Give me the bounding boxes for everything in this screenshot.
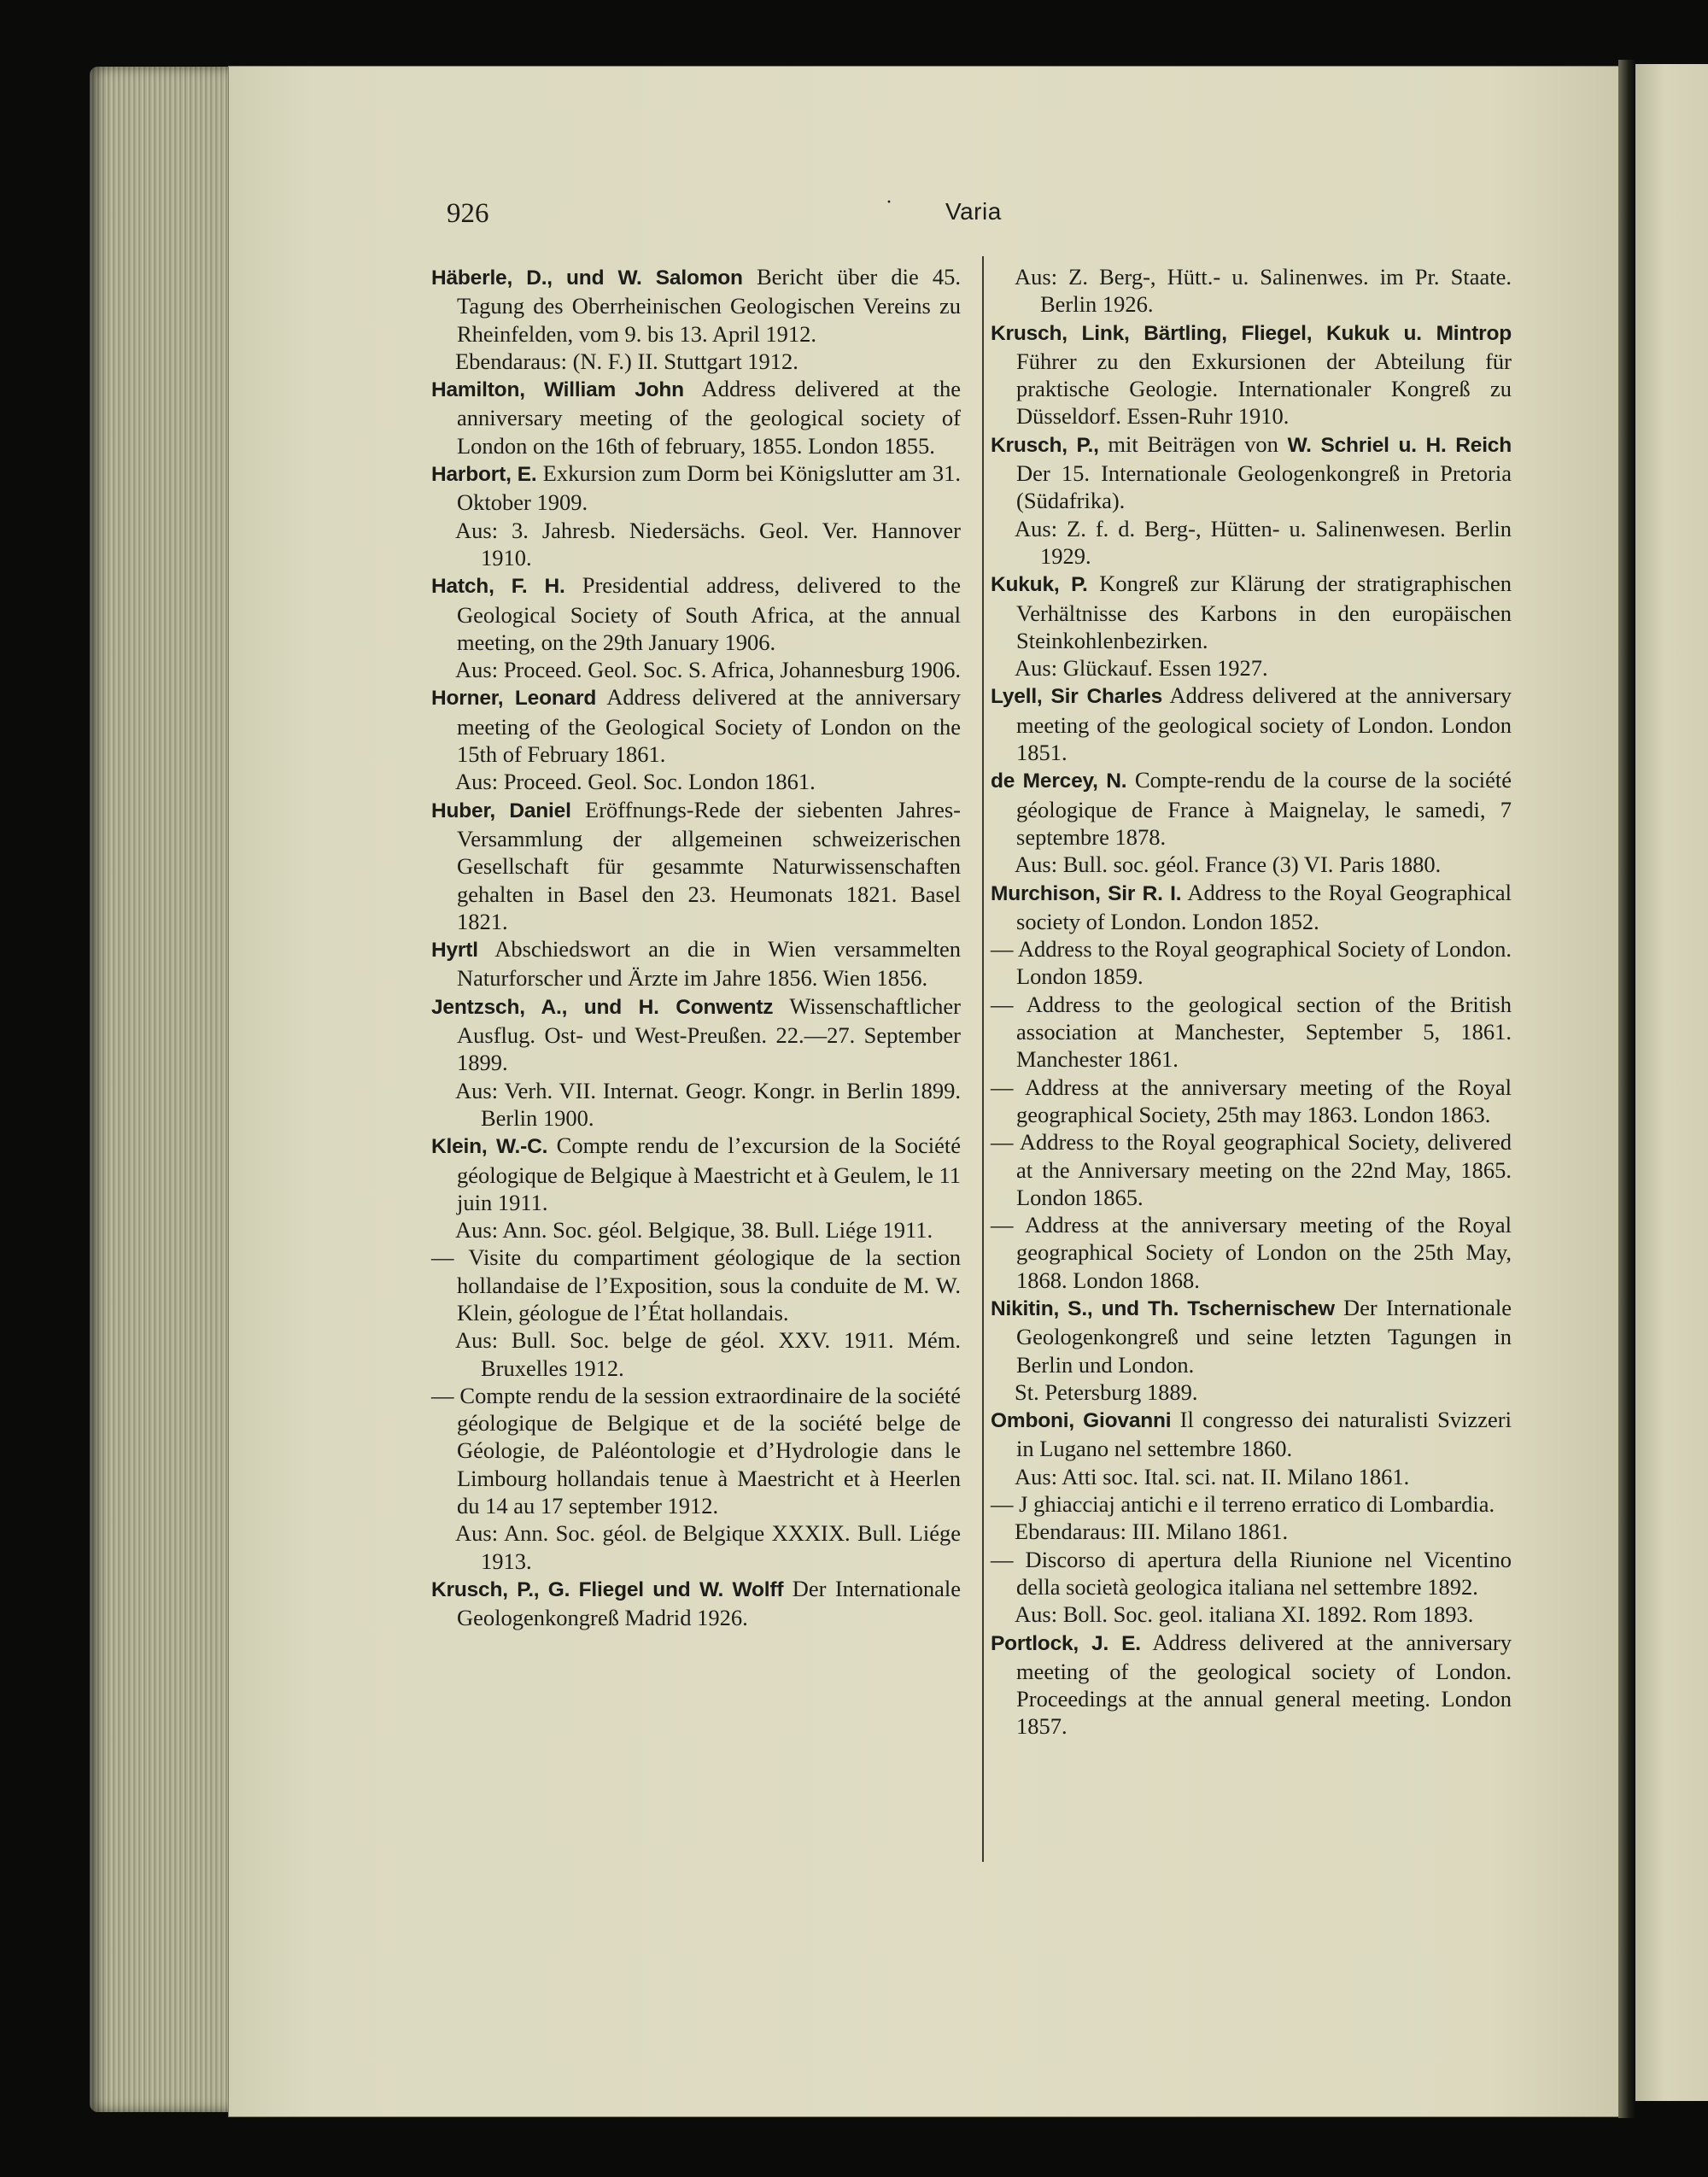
- entry-source: St. Petersburg 1889.: [1015, 1378, 1198, 1405]
- entry-title: — Address to the Royal geographical Society of London. London 1859.: [991, 936, 1512, 990]
- entry-coauthor: W. Schriel u. H. Reich: [1287, 433, 1512, 457]
- facing-page-edge: [1635, 64, 1708, 2101]
- bibliography-entry: [431, 935, 961, 992]
- bibliography-entry: [431, 796, 961, 935]
- bibliography-entry: [991, 430, 1512, 515]
- bibliography-entry: [431, 375, 961, 459]
- bibliography-entry: [991, 1294, 1512, 1378]
- entry-author: Krusch, P.,: [991, 433, 1099, 457]
- bibliography-entry: [431, 1575, 961, 1632]
- entry-title: — Discorso di apertura della Riunione nel Vicentino della società geologica italiana nel settembre 1892.: [991, 1546, 1512, 1600]
- entry-title: Address to the Royal Geographical society of London. London 1852.: [1016, 879, 1512, 934]
- entry-title: — Address at the anniversary meeting of the Royal geographical Society, 25th may 1863. London 1863.: [991, 1074, 1512, 1127]
- bibliography-entry: [991, 1629, 1512, 1741]
- entry-author: Huber, Daniel: [431, 799, 571, 822]
- entry-title: Der Internationale Geologenkongreß Madrid 1926.: [457, 1575, 961, 1631]
- bibliography-entry: [431, 1132, 961, 1216]
- entry-title: Exkursion zum Dorm bei Königslutter am 31. Oktober 1909.: [457, 460, 962, 516]
- entry-source: Aus: Boll. Soc. geol. italiana XI. 1892. Rom 1893.: [1015, 1601, 1474, 1628]
- bibliography-entry: [991, 766, 1512, 851]
- column-divider: [982, 256, 984, 1862]
- entry-title: Compte-rendu de la course de la société géologique de France à Maignelay, le samedi, 7 septembre 1878.: [1016, 767, 1512, 850]
- entry-title: Bericht über die 45. Tagung des Oberrheinischen Geologischen Vereins zu Rheinfelden, vom 9. bis 13. April 1912.: [457, 264, 961, 347]
- bibliography-entry: [991, 879, 1512, 936]
- page-number: 926: [447, 198, 489, 229]
- entry-author: Hyrtl: [431, 939, 478, 963]
- entry-title: Il congresso dei naturalisti Svizzeri in Lugano nel settembre 1860.: [1016, 1407, 1512, 1462]
- bibliography-entry: [991, 935, 1512, 991]
- entry-title: — Address to the geological section of the British association at Manchester, September 5, 1861. Manchester 1861.: [991, 991, 1512, 1073]
- entry-title: Address delivered at the anniversary meeting of the geological society of London. Proceedings at the annual general meeting. London 1857.: [1016, 1629, 1512, 1740]
- entry-title: Address delivered at the anniversary meeting of the Geological Society of London on the 15th of February 1861.: [457, 684, 961, 768]
- bibliography-entry: [431, 571, 961, 656]
- entry-source: Aus: 3. Jahresb. Niedersächs. Geol. Ver. Hannover 1910.: [455, 517, 961, 571]
- entry-author: Krusch, Link, Bärtling, Fliegel, Kukuk u. Mintrop: [991, 321, 1512, 345]
- bibliography-entry: [431, 459, 961, 517]
- entry-source: Aus: Bull. soc. géol. France (3) VI. Paris 1880.: [1015, 851, 1442, 878]
- entry-title: Wissenschaftlicher Ausflug. Ost- und West-Preußen. 22.—27. September 1899.: [457, 992, 961, 1076]
- entry-author: de Mercey, N.: [991, 770, 1127, 793]
- entry-title: Compte rendu de l’excursion de la Société géologique de Belgique à Maestricht et à Geulem, le 11 juin 1911.: [457, 1132, 961, 1215]
- bibliography-entry: [431, 263, 961, 348]
- entry-title: Führer zu den Exkursionen der Abteilung für praktische Geologie. Internationaler Kongreß zu Düsseldorf. Essen-Ruhr 1910.: [1016, 348, 1512, 430]
- entry-title: — Visite du compartiment géologique de la section hollandaise de l’Exposition, sous la conduite de M. W. Klein, géologue de l’État hollandais.: [431, 1244, 961, 1326]
- bibliography-entry: [991, 1074, 1512, 1129]
- entry-author: Hatch, F. H.: [431, 575, 565, 599]
- entry-author: Portlock, J. E.: [991, 1631, 1141, 1655]
- entry-title: mit Beiträgen von: [1098, 430, 1288, 457]
- entry-author: Omboni, Giovanni: [991, 1409, 1172, 1433]
- entry-source: Aus: Atti soc. Ital. sci. nat. II. Milano 1861.: [1015, 1463, 1410, 1489]
- bibliography-entry: [991, 1406, 1512, 1463]
- bibliography-entry: [991, 1211, 1512, 1294]
- page-mark: ·: [886, 191, 892, 214]
- entry-author: Nikitin, S., und Th. Tschernischew: [991, 1296, 1335, 1320]
- entry-author: Horner, Leonard: [431, 687, 597, 711]
- bibliography-entry: [991, 570, 1512, 654]
- entry-title: Presidential address, delivered to the Geological Society of South Africa, at the annual meeting, on the 29th January 1906.: [457, 572, 961, 655]
- entry-title: Kongreß zur Klärung der stratigraphischen Verhältnisse des Karbons in den europäischen Steinkohlenbezirken.: [1016, 571, 1512, 653]
- entry-author: Jentzsch, A., und H. Conwentz: [431, 995, 774, 1019]
- bibliography-entry: [991, 682, 1512, 766]
- bibliography-entry: [991, 319, 1512, 430]
- entry-title: — Address to the Royal geographical Society, delivered at the Anniversary meeting on the 22nd May, 1865. London 1865.: [991, 1129, 1512, 1210]
- entry-title: Der Internationale Geologenkongreß und seine letzten Tagungen in Berlin und London.: [1016, 1294, 1512, 1378]
- entry-source: Ebendaraus: III. Milano 1861.: [1015, 1519, 1289, 1545]
- entry-source: Aus: Proceed. Geol. Soc. S. Africa, Johannesburg 1906.: [455, 657, 961, 683]
- entry-title-continued: Der 15. Internationale Geologenkongreß in Pretoria (Südafrika).: [1016, 460, 1512, 514]
- bibliography-entry: [991, 1546, 1512, 1601]
- entry-author: Murchison, Sir R. I.: [991, 881, 1182, 905]
- entry-title: — J ghiacciaj antichi e il terreno erratico di Lombardia.: [991, 1491, 1495, 1518]
- bibliography-entry: [431, 683, 961, 768]
- entry-author: Kukuk, P.: [991, 573, 1088, 597]
- entry-source: Aus: Proceed. Geol. Soc. London 1861.: [455, 769, 816, 795]
- entry-source: Aus: Glückauf. Essen 1927.: [1015, 655, 1268, 682]
- entry-title: Address delivered at the anniversary meeting of the geological society of London. London 1851.: [1016, 682, 1512, 766]
- entry-title: Eröffnungs-Rede der siebenten Jahres-Versammlung der allgemeinen schweizerischen Gesellschaft für gesammte Naturwissenschaften gehalten in Basel den 23. Heumonats 1821. Basel 1821.: [457, 796, 961, 934]
- bibliography-entry: [431, 992, 961, 1077]
- entry-author: Hamilton, William John: [431, 378, 684, 402]
- entry-source: Aus: Z. f. d. Berg-, Hütten- u. Salinenwesen. Berlin 1929.: [1015, 515, 1512, 569]
- right-column: [991, 263, 1512, 1741]
- entry-source: Aus: Ann. Soc. géol. Belgique, 38. Bull. Liége 1911.: [455, 1217, 933, 1244]
- bibliography-entry: [431, 1382, 961, 1519]
- running-title: Varia: [945, 198, 1002, 225]
- left-column: [431, 263, 961, 1632]
- entry-author: Häberle, D., und W. Salomon: [431, 266, 743, 290]
- entry-title: Address delivered at the anniversary meeting of the geological society of London on the 16th of february, 1855. London 1855.: [457, 376, 961, 459]
- book-gutter: [1618, 60, 1635, 2118]
- bibliography-entry: [991, 991, 1512, 1074]
- entry-source: Aus: Z. Berg-, Hütt.- u. Salinenwes. im Pr. Staate. Berlin 1926.: [1015, 264, 1512, 318]
- page-edges: [90, 67, 235, 2112]
- entry-title: — Address at the anniversary meeting of the Royal geographical Society of London on the 25th May, 1868. London 1868.: [991, 1212, 1512, 1293]
- entry-source: Aus: Bull. Soc. belge de géol. XXV. 1911. Mém. Bruxelles 1912.: [455, 1327, 961, 1381]
- entry-author: Krusch, P., G. Fliegel und W. Wolff: [431, 1577, 784, 1601]
- entry-source: Aus: Ann. Soc. géol. de Belgique XXXIX. Bull. Liége 1913.: [455, 1520, 961, 1574]
- entry-title: — Compte rendu de la session extraordinaire de la société géologique de Belgique et de la société belge de Géologie, de Paléontologie et d’Hydrologie dans le Limbourg hollandais tenue à Maestricht et à Heerlen du 14 au 17 september 1912.: [431, 1382, 961, 1519]
- entry-author: Klein, W.-C.: [431, 1135, 548, 1159]
- bibliography-entry: [991, 1490, 1512, 1518]
- entry-source: Ebendaraus: (N. F.) II. Stuttgart 1912.: [455, 348, 798, 374]
- entry-author: Lyell, Sir Charles: [991, 685, 1163, 709]
- entry-title: Abschiedswort an die in Wien versammelten Naturforscher und Ärzte im Jahre 1856. Wien 1856.: [457, 936, 961, 992]
- bibliography-entry: [431, 1244, 961, 1326]
- entry-author: Harbort, E.: [431, 463, 537, 487]
- entry-source: Aus: Verh. VII. Internat. Geogr. Kongr. in Berlin 1899. Berlin 1900.: [455, 1077, 961, 1131]
- bibliography-entry: [991, 1128, 1512, 1211]
